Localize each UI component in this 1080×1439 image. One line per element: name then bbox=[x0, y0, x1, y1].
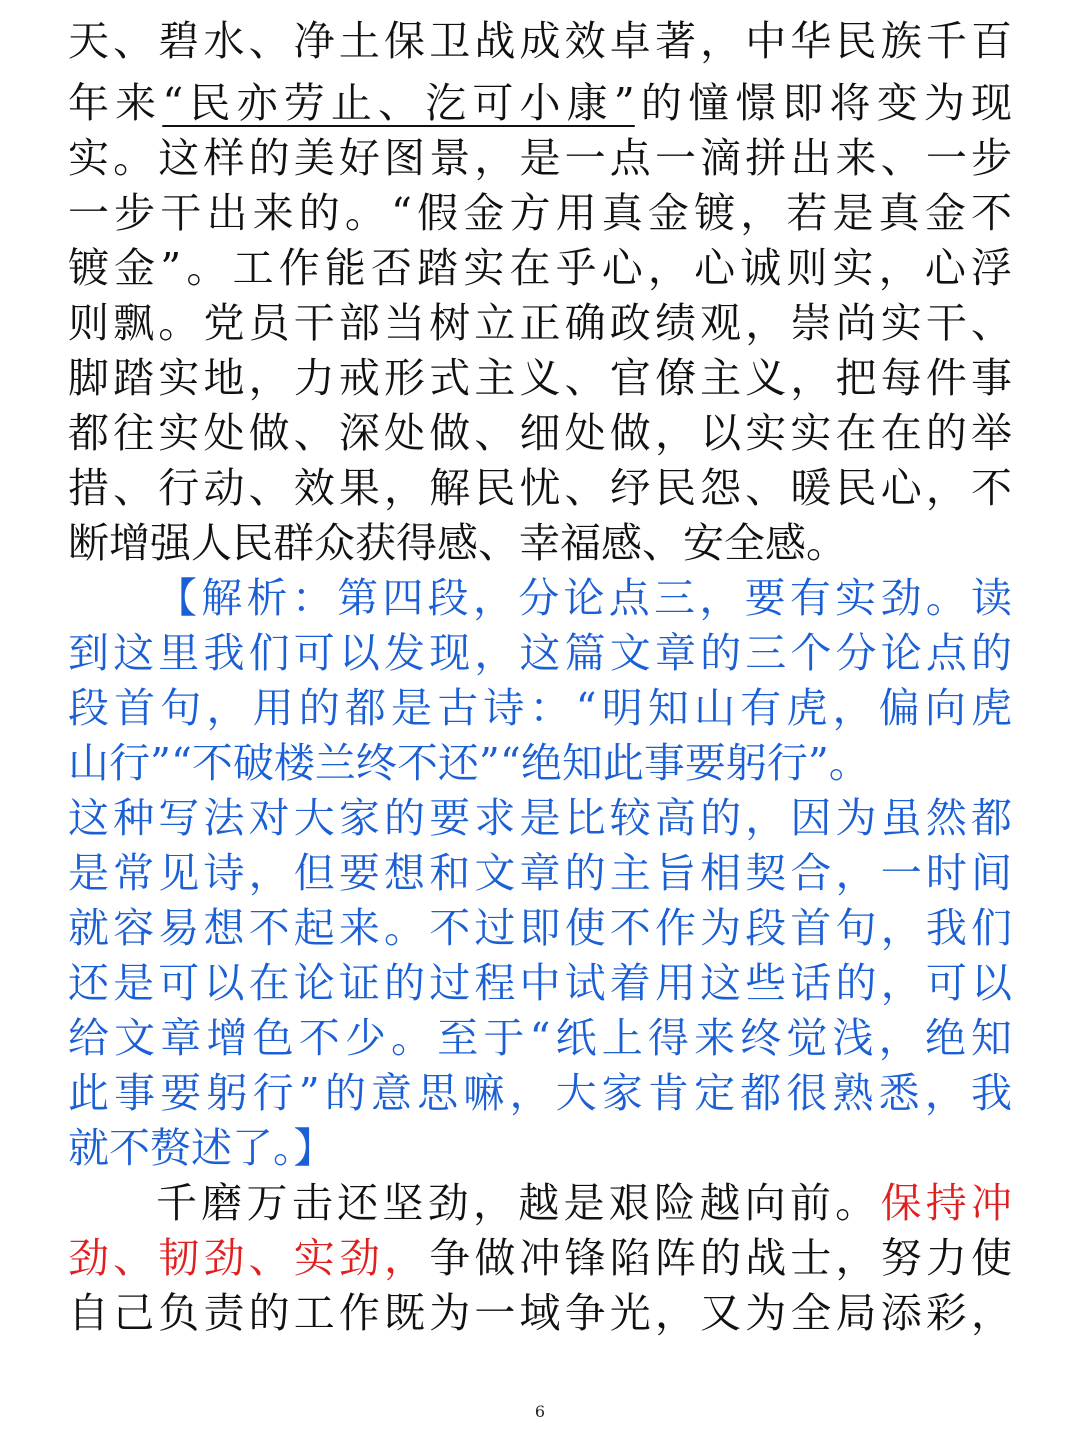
paragraph-line: 则飘。党员干部当树立正确政绩观，崇尚实干、 bbox=[68, 299, 1012, 347]
analysis-line: 给文章增色不少。至于“纸上得来终觉浅，绝知 bbox=[68, 1014, 1012, 1062]
text-segment: 争做冲锋陷阵的战士，努力使 bbox=[429, 1234, 1013, 1282]
paragraph-line bbox=[68, 76, 1012, 130]
text-segment: 年来 bbox=[68, 79, 163, 127]
paragraph-line: 措、行动、效果，解民忧、纾民怨、暖民心，不 bbox=[68, 464, 1012, 512]
highlight-text: 保持冲 bbox=[880, 1179, 1013, 1227]
page-number: 6 bbox=[534, 1402, 546, 1421]
analysis-line: 段首句，用的都是古诗：“明知山有虎，偏向虎 bbox=[68, 684, 1012, 732]
paragraph-line: 断增强人民群众获得感、幸福感、安全感。 bbox=[68, 519, 847, 567]
highlight-text: 劲、韧劲、实劲， bbox=[68, 1234, 430, 1282]
analysis-line: 山行”“不破楼兰终不还”“绝知此事要躬行”。 bbox=[68, 739, 870, 787]
text-segment: 千磨万击还坚劲，越是艰险越向前。 bbox=[156, 1179, 881, 1227]
underlined-quote: “民亦劳止、汔可小康” bbox=[162, 79, 635, 127]
analysis-line: 【解析：第四段，分论点三，要有实劲。读 bbox=[156, 574, 1012, 622]
paragraph-line bbox=[68, 1176, 1012, 1230]
paragraph-line: 一步干出来的。“假金方用真金镀，若是真金不 bbox=[68, 189, 1012, 237]
paragraph-line: 天、碧水、净土保卫战成效卓著，中华民族千百 bbox=[68, 17, 1012, 65]
paragraph-line: 实。这样的美好图景，是一点一滴拼出来、一步 bbox=[68, 134, 1012, 182]
analysis-line: 就不赘述了。】 bbox=[68, 1124, 335, 1172]
text-segment: 的憧憬即将变为现 bbox=[634, 79, 1013, 127]
analysis-line: 是常见诗，但要想和文章的主旨相契合，一时间 bbox=[68, 849, 1012, 897]
paragraph-line: 镀金”。工作能否踏实在乎心，心诚则实，心浮 bbox=[68, 244, 1012, 292]
paragraph-line: 自己负责的工作既为一域争光，又为全局添彩， bbox=[68, 1289, 1012, 1337]
paragraph-line: 脚踏实地，力戒形式主义、官僚主义，把每件事 bbox=[68, 354, 1012, 402]
analysis-line: 到这里我们可以发现，这篇文章的三个分论点的 bbox=[68, 629, 1012, 677]
paragraph-line: 都往实处做、深处做、细处做，以实实在在的举 bbox=[68, 409, 1012, 457]
analysis-line: 还是可以在论证的过程中试着用这些话的，可以 bbox=[68, 959, 1012, 1007]
analysis-line: 这种写法对大家的要求是比较高的，因为虽然都 bbox=[68, 794, 1012, 842]
paragraph-line bbox=[68, 1231, 1012, 1285]
analysis-line: 就容易想不起来。不过即使不作为段首句，我们 bbox=[68, 904, 1012, 952]
analysis-line: 此事要躬行”的意思嘛，大家肯定都很熟悉，我 bbox=[68, 1069, 1012, 1117]
